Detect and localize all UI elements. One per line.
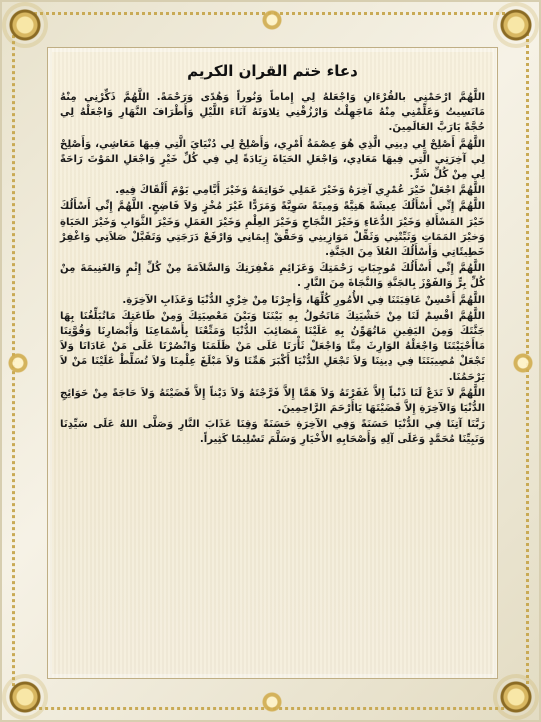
flower-icon xyxy=(258,6,286,34)
corner-flower-icon xyxy=(6,6,44,44)
prayer-paragraph: رَبَّنَا آتِنَا فِي الدُّنْيَا حَسَنَةً وَفِي الآخِرَةِ حَسَنَةً وَقِنَا عَذَابَ النَّارِ وَصَلَّى اللهُ عَلَى سَيِّدِنَا وَنَبِيِّنَا مُحَمَّدٍ وَعَلَى آلِهِ وَأَصْحَابِهِ الأَخْيَارِ وَسَلَّمَ تَسْلِيمًا كَثِيراً. xyxy=(60,419,485,446)
prayer-paragraph: اللَّهُمَّ إِنِّي أَسْأَلُكَ عِيشَةً هَنِيَّةً وَمِيتَةً سَوِيَّةً وَمَرَدًّا غَيْرَ مُخْزٍ وَلاَ فَاضِحٍ. اللَّهُمَّ إِنِّي أَسْأَلُكَ خَيْرَ المَسْأَلةِ وَخَيْرَ الدُّعَاءِ وَخَيْرَ النَّجَاحِ وَخَيْرَ العِلْمِ وَخَيْرَ العَمَلِ وَخَيْرَ الثَّوَابِ وَخَيْرَ الحَيَاةِ وَخيْرَ المَمَاتِ وَثَبِّتْنِي وَثَقِّلْ مَوَازِينِي وَحَقِّقْ إِيمَانِي وَارْفَعْ دَرَجَتِي وَتَقَبَّلْ صَلاَتِي وَاغْفِرْ خَطِيئَاتِي وَأَسْأَلُكَ العُلاَ مِنَ الجَنَّةِ. xyxy=(60,201,485,259)
prayer-paragraph: اللَّهُمَّ لاَ تَدَعْ لَنَا ذَنْباً إِلاَّ غَفَرْتَهُ وَلاَ هَمَّا إِلاَّ فَرَّجْتَهُ وَلاَ دَيْناً إِلاَّ قَضَيْتَهُ وَلاَ حَاجَةً مِنْ حَوَائِجِ الدُّنْيَا وَالآخِرَةِ إِلاَّ قَضَيْتَهَا يَاأَرْحَمَ الرَّاحِمِينَ. xyxy=(60,387,485,415)
prayer-paragraph: اللَّهُمَّ أَصْلِحْ لِي دِينِي الَّذِي هُوَ عِصْمَةُ أَمْرِي، وَأَصْلِحْ لِي دُنْيَايَ الَّتِي فِيهَا مَعَاشِي، وَأَصْلِحْ لِي آخِرَتِي الَّتِي فِيهَا مَعَادِي، وَاجْعَلِ الحَيَاةَ زِيَادَةً لِي فِي كُلِّ خَيْرٍ وَاجْعَلِ المَوْتَ رَاحَةً لِي مِنْ كُلِّ شَرٍّ. xyxy=(60,138,485,181)
page-title: دعاء ختم القران الكريم xyxy=(187,62,358,80)
prayer-paragraph: اللَّهُمَّ اجْعَلْ خَيْرَ عُمْرِي آخِرَهُ وَخَيْرَ عَمَلِي خَوَاتِمَهُ وَخَيْرَ أَيَّامِي يَوْمَ أَلْقَاكَ فِيهِ. xyxy=(115,185,485,197)
corner-flower-icon xyxy=(497,6,535,44)
prayer-paragraph: اللَّهُمَّ أَحْسِنْ عَاقِبَتَنَا فِي الأُمُورِ كُلِّهَا، وَأجِرْنَا مِنْ خِزْيِ الدُّنْيَا وَعَذَابِ الآخِرَةِ. xyxy=(122,294,485,306)
prayer-paragraph: اللَّهُمَّ اقْسِمْ لَنَا مِنْ خَشْيَتِكَ مَاتَحُولُ بِهِ بَيْنَنَا وَبَيْنَ مَعْصِيَتِكَ وَمِنْ طَاعَتِكَ مَاتُبَلِّغُنَا بِهَا جَنَّتَكَ وَمِنَ اليَقِينِ مَاتُهَوِّنُ بِهِ عَلَيْنَا مَصَائِبَ الدُّنْيَا وَمَتِّعْنَا بِأَسْمَاعِنَا وَأَبْصَارِنَا وَقُوَّتِنَا مَاأَحْيَيْتَنَا وَاجْعَلْهُ الوَارِثَ مِنَّا وَاجْعَلْ ثَأْرَنَا عَلَى مَنْ ظَلَمَنَا وَانْصُرْنَا عَلَى مَنْ عَادَانَا وَلاَ تَجْعَلْ مُصِيبَتَنَا فِي دِينِنَا وَلاَ تَجْعَلِ الدُّنْيَا أَكْبَرَ هَمِّنَا وَلاَ مَبْلَغَ عِلْمِنَا وَلاَ تُسَلِّطْ عَلَيْنَا مَنْ لاَ يَرْحَمُنَا. xyxy=(60,310,485,383)
corner-flower-icon xyxy=(6,678,44,716)
corner-flower-icon xyxy=(497,678,535,716)
flower-icon xyxy=(258,688,286,716)
prayer-panel xyxy=(47,47,498,679)
flower-icon xyxy=(509,349,537,377)
flower-icon xyxy=(4,349,32,377)
prayer-paragraph: اللَّهُمَّ إِنِّي أَسْأَلُكَ مُوجِبَاتِ رَحْمَتِكَ وَعَزَائِمِ مَغْفِرَتِكَ وَالسَّلاَمَةَ مِنْ كُلِّ إِثْمٍ وَالغَنِيمَةَ مِنْ كُلِّ بِرٍّ وَالفَوْزَ بِالجَنَّةِ وَالنَّجَاةَ مِنَ النَّارِ . xyxy=(60,263,485,290)
prayer-paragraph: اللَّهُمَّ ارْحَمْنِي بالقُرْءَانِ وَاجْعَلهُ لِي إِماماً وَنُوراً وَهُدًى وَرَحْمَةً. اللَّهُمَّ ذَكِّرْنِي مِنْهُ مَانَسِيتُ وَعَلِّمْنِي مِنْهُ مَاجَهِلْتُ وَارْزُقْنِي تِلاوَتَهُ آنَاءَ اللَّيْلِ وَأَطْرَافَ النَّهَارِ وَاجْعَلْهُ لِي حُجَّةً يَارَبَّ العَالَمِينَ. xyxy=(60,92,485,134)
prayer-text xyxy=(60,90,485,448)
